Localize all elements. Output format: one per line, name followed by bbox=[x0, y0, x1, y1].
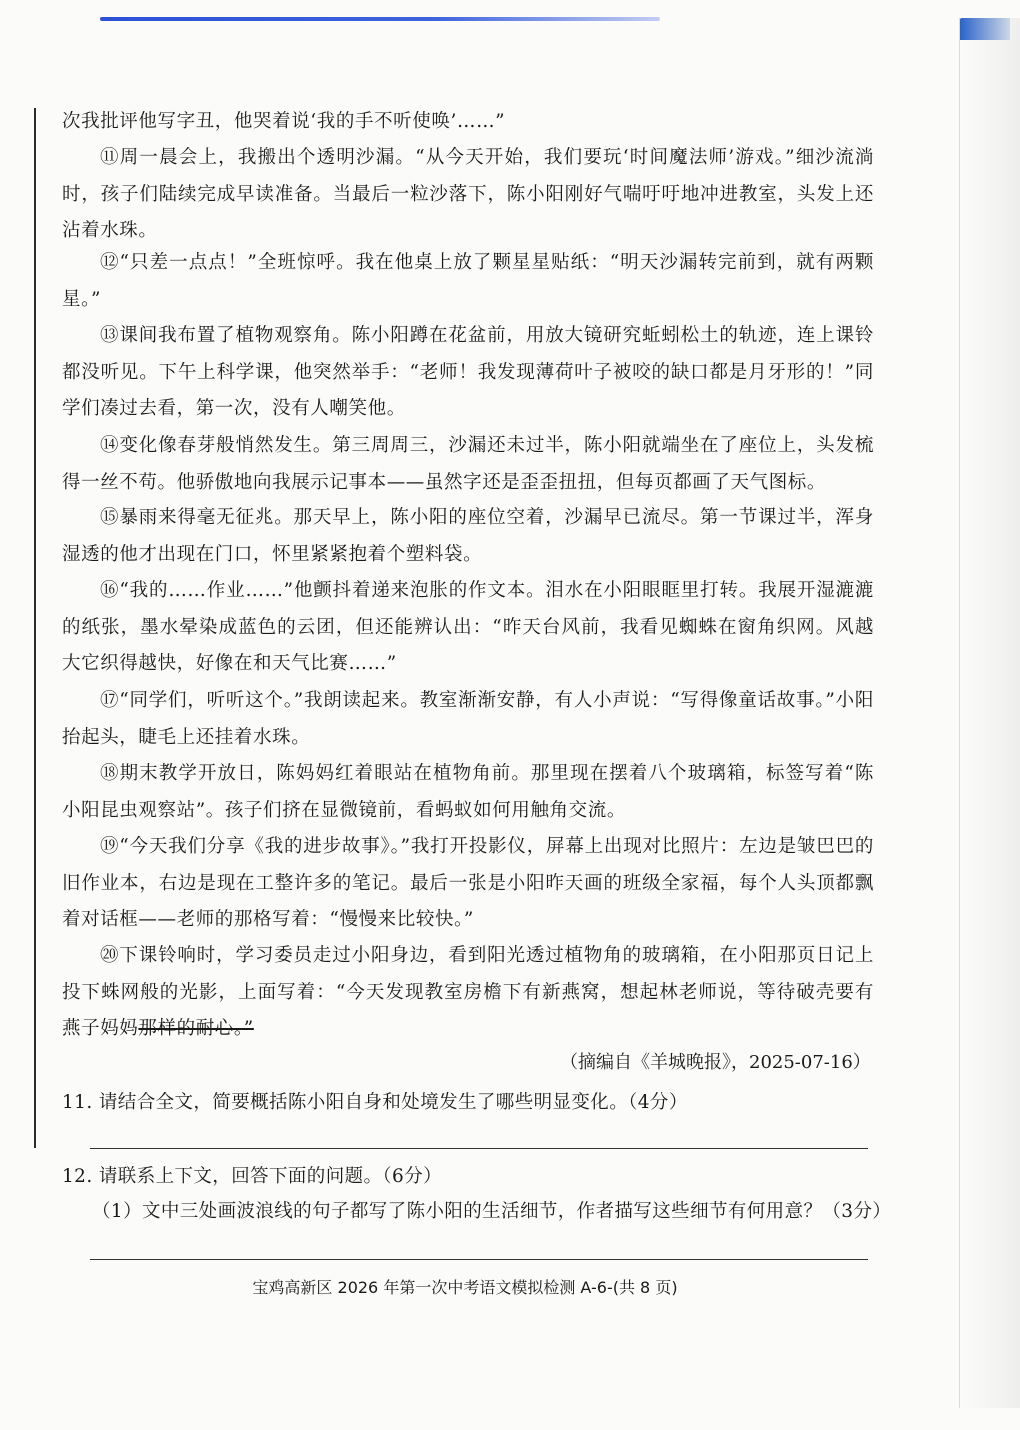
source-citation: （摘编自《羊城晚报》，2025-07-16） bbox=[560, 1052, 871, 1073]
question-12: 12. 请联系上下文，回答下面的问题。（6分） bbox=[62, 1166, 443, 1187]
paragraph-16: ⑯“我的……作业……”他颤抖着递来泡胀的作文本。泪水在小阳眼眶里打转。我展开湿漉漉的纸张，墨水晕染成蓝色的云团，但还能辨认出：“昨天台风前，我看见蜘蛛在窗角织网。风越大它织得越快，好像在和天气比赛……” bbox=[62, 580, 874, 674]
question-11: 11. 请结合全文，简要概括陈小阳自身和处境发生了哪些明显变化。（4分） bbox=[62, 1092, 688, 1113]
paragraph-continued: 次我批评他写字丑，他哭着说‘我的手不听使唤’……” bbox=[62, 111, 506, 132]
paragraph-15: ⑮暴雨来得毫无征兆。那天早上，陈小阳的座位空着，沙漏早已流尽。第一节课过半，浑身湿透的他才出现在门口，怀里紧紧抱着个塑料袋。 bbox=[62, 507, 874, 565]
page-edge-shadow bbox=[959, 18, 1020, 1408]
paragraph-18: ⑱期末教学开放日，陈妈妈红着眼站在植物角前。那里现在摆着八个玻璃箱，标签写着“陈小阳昆虫观察站”。孩子们挤在显微镜前，看蚂蚁如何用触角交流。 bbox=[62, 763, 874, 821]
left-margin-line bbox=[34, 108, 36, 1148]
answer-line-12-1[interactable] bbox=[90, 1259, 868, 1260]
paragraph-19: ⑲“今天我们分享《我的进步故事》。”我打开投影仪，屏幕上出现对比照片：左边是皱巴巴的旧作业本，右边是现在工整许多的笔记。最后一张是小阳昨天画的班级全家福，每个人头顶都飘着对话框——老师的那格写着：“慢慢来比较快。” bbox=[62, 836, 874, 930]
page-footer: 宝鸡高新区 2026 年第一次中考语文模拟检测 A-6-(共 8 页) bbox=[252, 1278, 678, 1297]
paragraph-17: ⑰“同学们，听听这个。”我朗读起来。教室渐渐安静，有人小声说：“写得像童话故事。”小阳抬起头，睫毛上还挂着水珠。 bbox=[62, 690, 874, 748]
top-blue-rule bbox=[100, 17, 660, 21]
paragraph-20-struck-text: 那样的耐心。” bbox=[138, 1018, 254, 1039]
paragraph-20-text: ⑳下课铃响时，学习委员走过小阳身边，看到阳光透过植物角的玻璃箱，在小阳那页日记上投下蛛网般的光影，上面写着：“今天发现教室房檐下有新燕窝，想起林老师说，等待破壳要有燕子妈妈 bbox=[62, 945, 874, 1039]
question-12-1: （1）文中三处画波浪线的句子都写了陈小阳的生活细节，作者描写这些细节有何用意？（3分） bbox=[92, 1201, 892, 1222]
paragraph-11: ⑪周一晨会上，我搬出个透明沙漏。“从今天开始，我们要玩‘时间魔法师’游戏。”细沙流淌时，孩子们陆续完成早读准备。当最后一粒沙落下，陈小阳刚好气喘吁吁地冲进教室，头发上还沾着水珠。 bbox=[62, 147, 874, 241]
answer-line-11[interactable] bbox=[90, 1148, 868, 1149]
paragraph-12: ⑫“只差一点点！”全班惊呼。我在他桌上放了颗星星贴纸：“明天沙漏转完前到，就有两颗星。” bbox=[62, 252, 874, 310]
paragraph-14: ⑭变化像春芽般悄然发生。第三周周三，沙漏还未过半，陈小阳就端坐在了座位上，头发梳得一丝不苟。他骄傲地向我展示记事本——虽然字还是歪歪扭扭，但每页都画了天气图标。 bbox=[62, 435, 874, 493]
paragraph-13: ⑬课间我布置了植物观察角。陈小阳蹲在花盆前，用放大镜研究蚯蚓松土的轨迹，连上课铃都没听见。下午上科学课，他突然举手：“老师！我发现薄荷叶子被咬的缺口都是月牙形的！”同学们凑过去看，第一次，没有人嘲笑他。 bbox=[62, 325, 874, 419]
paragraph-20 bbox=[62, 938, 874, 1048]
